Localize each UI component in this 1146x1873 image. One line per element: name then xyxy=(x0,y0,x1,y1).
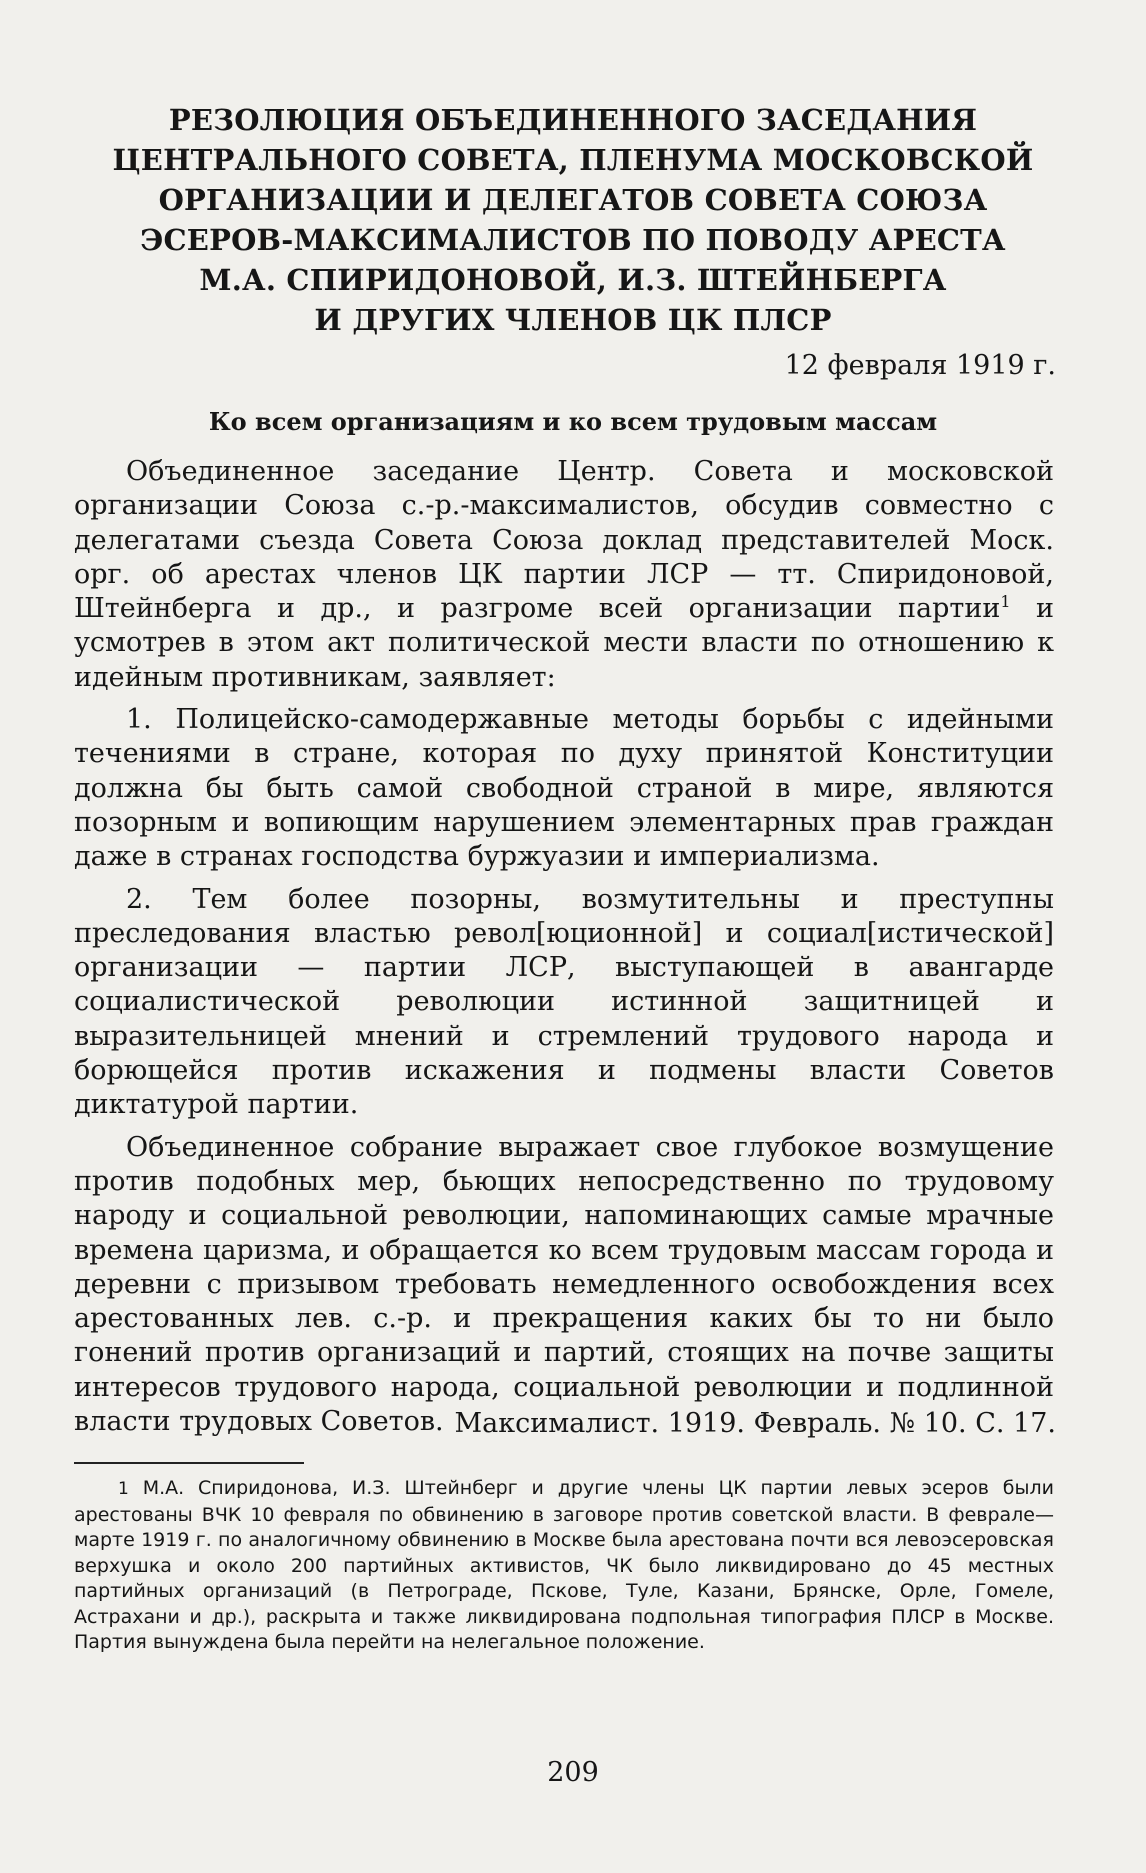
footnote-divider xyxy=(74,1462,304,1464)
footnote-reference: 1 xyxy=(1000,592,1011,612)
footnote xyxy=(74,1476,1054,1656)
title-line: ЦЕНТРАЛЬНОГО СОВЕТА, ПЛЕНУМА МОСКОВСКОЙ xyxy=(112,143,1034,177)
title-line: ЭСЕРОВ-МАКСИМАЛИСТОВ ПО ПОВОДУ АРЕСТА xyxy=(140,223,1006,257)
paragraph-intro-part-a: Объединенное заседание Центр. Совета и московской организации Союза с.-р.-максималистов, обсудив совместно с делегатами съезда Совета Союза доклад представителей Моск. орг. об арестах членов ЦК партии ЛСР — тт. Спиридоновой, Штейнберга и др., и разгроме всей организации партии xyxy=(74,456,1054,625)
paragraph-intro-part-b: и усмотрев в этом акт политической мести власти по отношению к идейным противникам, заявляет: xyxy=(74,593,1055,693)
paragraph-point-1: 1. Полицейско-самодержавные методы борьбы с идейными течениями в стране, которая по духу принятой Конституции должна бы быть самой свободной страной в мире, являются позорным и вопиющим нарушением элементарных прав граждан даже в странах господства буржуазии и империализма. xyxy=(74,704,1054,873)
document-date: 12 февраля 1919 г. xyxy=(784,350,1056,381)
resolution-body xyxy=(74,455,1054,1447)
title-line: РЕЗОЛЮЦИЯ ОБЪЕДИНЕННОГО ЗАСЕДАНИЯ xyxy=(168,103,978,137)
footnote-text: М.А. Спиридонова, И.З. Штейнберг и другие члены ЦК партии левых эсеров были арестованы ВЧК 10 февраля по обвинению в заговоре против советской власти. В феврале—марте 1919 г. по аналогичному обвинению в Москве была арестована почти вся левоэсеровская верхушка и около 200 партийных активистов, ЧК было ликвидировано до 45 местных партийных организаций (в Петрограде, Пскове, Туле, Казани, Брянске, Орле, Гомеле, Астрахани и др.), раскрыта и также ликвидирована подпольная типография ПЛСР в Москве. Партия вынуждена была перейти на нелегальное положение. xyxy=(74,1477,1054,1653)
address-heading: Ко всем организациям и ко всем трудовым массам xyxy=(208,407,938,436)
paragraph-point-2: 2. Тем более позорны, возмутительны и преступны преследования властью револ[юционной] и социал[истической] организации — партии ЛСР, выступающей в авангарде социалистической революции истинной защитницей и выразительницей мнений и стремлений трудового народа и борющейся против искажения и подмены власти Советов диктатурой партии. xyxy=(74,883,1054,1121)
page-number: 209 xyxy=(547,1757,599,1788)
source-citation: Максималист. 1919. Февраль. № 10. С. 17. xyxy=(454,1408,1056,1439)
title-line: М.А. СПИРИДОНОВОЙ, И.З. ШТЕЙНБЕРГА xyxy=(199,263,947,297)
title-line: ОРГАНИЗАЦИИ И ДЕЛЕГАТОВ СОВЕТА СОЮЗА xyxy=(158,183,988,217)
document-title xyxy=(90,100,1056,340)
title-line: И ДРУГИХ ЧЛЕНОВ ЦК ПЛСР xyxy=(314,303,832,337)
paragraph-intro xyxy=(74,455,1054,695)
paragraph-conclusion: Объединенное собрание выражает свое глубокое возмущение против подобных мер, бьющих непосредственно по трудовому народу и социальной революции, напоминающих самые мрачные времена царизма, и обращается ко всем трудовым массам города и деревни с призывом требовать немедленного освобождения всех арестованных лев. с.-р. и прекращения каких бы то ни было гонений против организаций и партий, стоящих на почве защиты интересов трудового народа, социальной революции и подлинной власти трудовых Советов. xyxy=(74,1131,1054,1438)
footnote-marker: 1 xyxy=(118,1479,129,1499)
